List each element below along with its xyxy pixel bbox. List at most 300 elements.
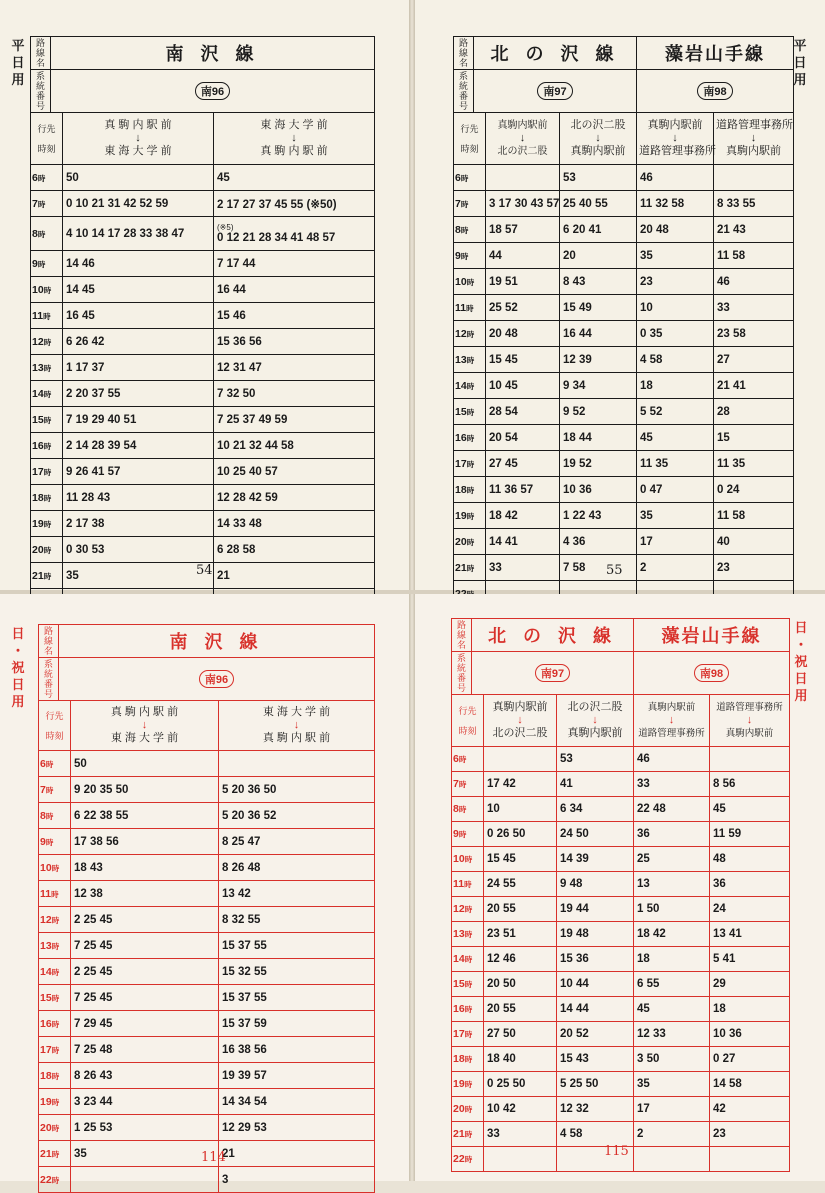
table-row [452,1022,790,1047]
page-weekday-left [0,0,409,590]
line-name-label: 路線名 [452,619,472,652]
departure-times-cell: 5 25 50 [557,1072,634,1097]
departure-times-cell: 50 [71,751,219,777]
departure-times-cell: 7 17 44 [214,251,375,277]
departure-times-cell: (※5) 0 12 21 28 34 41 48 57 [214,217,375,251]
departure-times-cell [484,747,557,772]
departure-times-cell: 9 34 [560,373,637,399]
departure-times-cell: 11 32 58 [637,191,714,217]
hour-cell: 15時 [31,407,63,433]
weekday-side-label: 平 日 用 [793,39,807,88]
departure-times-cell [714,165,794,191]
page-holiday-right [415,594,825,1181]
departure-times-cell: 4 58 [637,347,714,373]
departure-times-cell: 6 28 58 [214,537,375,563]
departure-times-cell: 11 35 [637,451,714,477]
departure-times-cell: 20 54 [486,425,560,451]
dest-time-label: 行先 時刻 [452,695,484,747]
departure-times-cell: 21 [214,563,375,589]
departure-times-cell: 10 42 [484,1097,557,1122]
departure-times-cell: 7 25 48 [71,1037,219,1063]
hour-cell: 9時 [31,251,63,277]
departure-times-cell: 1 25 53 [71,1115,219,1141]
route-badge-2: 南98 [637,70,794,113]
departure-times-cell: 2 14 28 39 54 [63,433,214,459]
hour-cell: 15時 [39,985,71,1011]
departure-times-cell: 15 46 [214,303,375,329]
dest-time-label: 行先 時刻 [39,701,71,751]
table-row [452,772,790,797]
route-badge: 南96 [51,70,375,113]
departure-times-cell [219,751,375,777]
route-badge-1: 南97 [474,70,637,113]
departure-times-cell: 13 42 [219,881,375,907]
departure-times-cell: 17 42 [484,772,557,797]
departure-times-cell: 0 47 [637,477,714,503]
table-row [454,165,794,191]
dest-time-label: 行先 時刻 [31,113,63,165]
timetable-kitanosawa-moiwayamate-holiday [451,618,790,1172]
hour-cell: 22時 [39,1167,71,1193]
system-number-label: 系統 番号 [454,70,474,113]
hour-cell: 14時 [452,947,484,972]
hour-cell: 6時 [454,165,486,191]
hour-cell: 16時 [454,425,486,451]
departure-times-cell: 46 [634,747,710,772]
departure-times-cell [710,1147,790,1172]
departure-times-cell: 16 45 [63,303,214,329]
departure-times-cell: 3 17 30 43 57 [486,191,560,217]
departure-times-cell: 27 50 [484,1022,557,1047]
page-holiday-left [0,594,409,1186]
departure-times-cell: 0 25 50 [484,1072,557,1097]
table-row [452,922,790,947]
hour-cell: 15時 [452,972,484,997]
departure-times-cell: 24 55 [484,872,557,897]
departure-times-cell: 13 [634,872,710,897]
direction-1-header: 真 駒 内 駅 前 ↓ 東 海 大 学 前 [71,701,219,751]
departure-times-cell: 2 [637,555,714,581]
departure-times-cell: 33 [634,772,710,797]
departure-times-cell: 12 39 [560,347,637,373]
departure-times-cell: 33 [484,1122,557,1147]
departure-times-cell: 3 [219,1167,375,1193]
hour-cell: 7時 [452,772,484,797]
departure-times-cell: 23 [637,269,714,295]
table-row [39,751,375,777]
departure-times-cell: 19 52 [560,451,637,477]
departure-times-cell: 17 [637,529,714,555]
departure-times-cell: 12 31 47 [214,355,375,381]
departure-times-cell: 11 28 43 [63,485,214,511]
table-row [39,1037,375,1063]
departure-times-cell: 14 39 [557,847,634,872]
departure-times-cell: 18 [710,997,790,1022]
departure-times-cell: 35 [634,1072,710,1097]
departure-times-cell: 7 29 45 [71,1011,219,1037]
departure-times-cell: 18 42 [634,922,710,947]
departure-times-cell: 7 25 37 49 59 [214,407,375,433]
direction-4-header: 道路管理事務所 ↓ 真駒内駅前 [710,695,790,747]
departure-times-cell: 7 25 45 [71,985,219,1011]
departure-times-cell: 7 25 45 [71,933,219,959]
direction-2-header: 東 海 大 学 前 ↓ 真 駒 内 駅 前 [219,701,375,751]
hour-cell: 22時 [452,1147,484,1172]
departure-times-cell: 5 52 [637,399,714,425]
departure-times-cell: 14 45 [63,277,214,303]
departure-times-cell [71,1167,219,1193]
table-row [39,1011,375,1037]
departure-times-cell: 0 26 50 [484,822,557,847]
departure-times-cell: 24 50 [557,822,634,847]
departure-times-cell: 0 30 53 [63,537,214,563]
table-row [452,872,790,897]
table-row [454,321,794,347]
hour-cell: 9時 [39,829,71,855]
table-row [39,1089,375,1115]
departure-times-cell: 18 57 [486,217,560,243]
departure-times-cell: 5 20 36 52 [219,803,375,829]
departure-times-cell: 10 25 40 57 [214,459,375,485]
departure-times-cell: 17 [634,1097,710,1122]
table-row [452,947,790,972]
departure-times-cell: 18 42 [486,503,560,529]
departure-times-cell: 8 33 55 [714,191,794,217]
departure-times-cell: 7 19 29 40 51 [63,407,214,433]
departure-times-cell: 24 [710,897,790,922]
departure-times-cell: 46 [637,165,714,191]
hour-cell: 9時 [454,243,486,269]
departure-times-cell: 12 28 42 59 [214,485,375,511]
table-row [452,747,790,772]
departure-times-cell: 9 20 35 50 [71,777,219,803]
table-row [454,529,794,555]
table-row [454,477,794,503]
departure-times-cell: 14 46 [63,251,214,277]
departure-times-cell: 11 36 57 [486,477,560,503]
hour-cell: 17時 [39,1037,71,1063]
departure-times-cell: 11 58 [714,243,794,269]
hour-cell: 14時 [31,381,63,407]
hour-cell: 13時 [31,355,63,381]
hour-cell: 21時 [31,563,63,589]
page-number: 54 [196,563,213,578]
departure-times-cell: 21 41 [714,373,794,399]
hour-cell: 16時 [31,433,63,459]
hour-cell: 18時 [39,1063,71,1089]
direction-1-header: 真駒内駅前 ↓ 北の沢二股 [486,113,560,165]
hour-cell: 16時 [452,997,484,1022]
departure-times-cell: 23 58 [714,321,794,347]
hour-cell: 9時 [452,822,484,847]
table-row [454,243,794,269]
hour-cell: 17時 [454,451,486,477]
hour-cell: 13時 [39,933,71,959]
hour-cell: 19時 [31,511,63,537]
hour-cell: 11時 [31,303,63,329]
hour-cell: 20時 [31,537,63,563]
table-row [31,381,375,407]
departure-times-cell: 0 35 [637,321,714,347]
departure-times-cell: 19 39 57 [219,1063,375,1089]
hour-cell: 17時 [31,459,63,485]
hour-cell: 19時 [454,503,486,529]
hour-cell: 8時 [452,797,484,822]
departure-times-cell: 2 17 27 37 45 55 (※50) [214,191,375,217]
departure-times-cell: 25 52 [486,295,560,321]
table-row [452,997,790,1022]
departure-times-cell: 4 36 [560,529,637,555]
direction-1-header: 真 駒 内 駅 前 ↓ 東 海 大 学 前 [63,113,214,165]
table-row [31,329,375,355]
hour-cell: 17時 [452,1022,484,1047]
line-name-2: 藻岩山手線 [637,37,794,70]
table-row [39,959,375,985]
table-row [452,797,790,822]
departure-times-cell: 4 10 14 17 28 33 38 47 [63,217,214,251]
departure-times-cell: 10 36 [560,477,637,503]
departure-times-cell: 4 58 [557,1122,634,1147]
departure-times-cell: 20 50 [484,972,557,997]
line-name-label: 路線名 [39,625,59,658]
hour-cell: 20時 [454,529,486,555]
table-row [31,459,375,485]
hour-cell: 18時 [452,1047,484,1072]
departure-times-cell: 3 50 [634,1047,710,1072]
departure-times-cell: 11 58 [714,503,794,529]
table-row [39,1115,375,1141]
departure-times-cell: 14 34 54 [219,1089,375,1115]
table-row [454,269,794,295]
hour-cell: 13時 [452,922,484,947]
departure-times-cell: 6 55 [634,972,710,997]
departure-times-cell: 12 32 [557,1097,634,1122]
departure-times-cell: 33 [714,295,794,321]
line-name: 南 沢 線 [59,625,375,658]
direction-2-header: 北の沢二股 ↓ 真駒内駅前 [560,113,637,165]
table-row [39,777,375,803]
table-row [454,217,794,243]
departure-times-cell: 19 48 [557,922,634,947]
departure-times-cell: 16 44 [214,277,375,303]
departure-times-cell: 25 [634,847,710,872]
departure-times-cell: 35 [637,243,714,269]
route-badge-1: 南97 [472,652,634,695]
hour-cell: 8時 [39,803,71,829]
hour-cell: 11時 [454,295,486,321]
departure-times-cell: 15 36 56 [214,329,375,355]
departure-times-cell: 1 50 [634,897,710,922]
departure-times-cell: 0 24 [714,477,794,503]
departure-times-cell: 14 58 [710,1072,790,1097]
departure-times-cell [710,747,790,772]
table-row [39,933,375,959]
departure-times-cell: 18 44 [560,425,637,451]
departure-times-cell: 5 20 36 50 [219,777,375,803]
hour-cell: 19時 [452,1072,484,1097]
table-row [31,165,375,191]
departure-times-cell: 42 [710,1097,790,1122]
departure-times-cell: 27 45 [486,451,560,477]
departure-times-cell: 41 [557,772,634,797]
departure-times-cell: 6 26 42 [63,329,214,355]
timetable-minamisawa-holiday [38,624,375,1193]
departure-times-cell: 44 [486,243,560,269]
direction-2-header: 北の沢二股 ↓ 真駒内駅前 [557,695,634,747]
direction-4-header: 道路管理事務所 ↓ 真駒内駅前 [714,113,794,165]
table-row [31,355,375,381]
route-badge-2: 南98 [634,652,790,695]
hour-cell: 20時 [39,1115,71,1141]
departure-times-cell: 1 17 37 [63,355,214,381]
departure-times-cell: 53 [557,747,634,772]
hour-cell: 12時 [454,321,486,347]
departure-times-cell: 6 22 38 55 [71,803,219,829]
departure-times-cell: 14 44 [557,997,634,1022]
table-row [454,373,794,399]
hour-cell: 10時 [454,269,486,295]
table-row [39,907,375,933]
departure-times-cell: 22 48 [634,797,710,822]
departure-times-cell: 35 [637,503,714,529]
hour-cell: 10時 [39,855,71,881]
departure-times-cell: 18 40 [484,1047,557,1072]
departure-times-cell: 20 55 [484,897,557,922]
table-row [454,451,794,477]
table-row [31,277,375,303]
hour-cell: 18時 [31,485,63,511]
hour-cell: 10時 [452,847,484,872]
departure-times-cell: 2 [634,1122,710,1147]
table-row [454,425,794,451]
table-row [31,191,375,217]
system-number-label: 系統 番号 [452,652,472,695]
hour-cell: 6時 [39,751,71,777]
table-row [31,485,375,511]
departure-times-cell: 15 45 [484,847,557,872]
departure-times-cell: 20 55 [484,997,557,1022]
hour-cell: 16時 [39,1011,71,1037]
departure-times-cell: 6 20 41 [560,217,637,243]
departure-times-cell: 15 [714,425,794,451]
page-number: 114 [201,1150,226,1165]
direction-1-header: 真駒内駅前 ↓ 北の沢二股 [484,695,557,747]
departure-times-cell: 23 [710,1122,790,1147]
hour-cell: 11時 [39,881,71,907]
departure-times-cell: 7 58 [560,555,637,581]
departure-times-cell: 14 33 48 [214,511,375,537]
hour-cell: 12時 [31,329,63,355]
table-row [39,985,375,1011]
hour-cell: 14時 [39,959,71,985]
departure-times-cell: 33 [486,555,560,581]
departure-times-cell: 8 25 47 [219,829,375,855]
holiday-side-label: 日 ・ 祝 日 用 [11,627,25,710]
departure-times-cell: 10 [484,797,557,822]
departure-times-cell: 8 26 48 [219,855,375,881]
departure-times-cell: 45 [214,165,375,191]
departure-times-cell: 2 25 45 [71,907,219,933]
departure-times-cell: 18 43 [71,855,219,881]
line-name-label: 路線名 [454,37,474,70]
departure-times-cell: 20 [560,243,637,269]
departure-times-cell: 2 17 38 [63,511,214,537]
table-row [31,217,375,251]
departure-times-cell: 20 48 [637,217,714,243]
departure-times-cell: 40 [714,529,794,555]
departure-times-cell: 15 36 [557,947,634,972]
table-row [39,803,375,829]
departure-times-cell: 6 34 [557,797,634,822]
hour-cell: 7時 [39,777,71,803]
table-row [452,1122,790,1147]
departure-times-cell: 16 38 56 [219,1037,375,1063]
departure-times-cell: 1 22 43 [560,503,637,529]
hour-cell: 21時 [39,1141,71,1167]
departure-times-cell: 10 44 [557,972,634,997]
table-row [452,1072,790,1097]
departure-times-cell: 20 52 [557,1022,634,1047]
table-row [39,829,375,855]
departure-times-cell: 11 35 [714,451,794,477]
departure-times-cell: 5 41 [710,947,790,972]
departure-times-cell: 13 41 [710,922,790,947]
departure-times-cell: 9 48 [557,872,634,897]
table-row [39,1167,375,1193]
departure-times-cell: 0 27 [710,1047,790,1072]
route-badge: 南96 [59,658,375,701]
departure-times-cell: 23 [714,555,794,581]
departure-times-cell: 36 [634,822,710,847]
departure-times-cell: 27 [714,347,794,373]
page-weekday-right [415,0,825,590]
departure-times-cell: 10 [637,295,714,321]
departure-times-cell: 21 [219,1141,375,1167]
departure-times-cell: 15 37 55 [219,985,375,1011]
timetable-minamisawa-weekday [30,36,375,615]
hour-cell: 6時 [31,165,63,191]
hour-cell: 7時 [31,191,63,217]
departure-times-cell: 15 37 55 [219,933,375,959]
table-row [39,855,375,881]
system-number-label: 系統 番号 [39,658,59,701]
departure-times-cell: 46 [714,269,794,295]
departure-times-cell: 17 38 56 [71,829,219,855]
line-name-label: 路線名 [31,37,51,70]
departure-times-cell: 15 43 [557,1047,634,1072]
table-row [454,555,794,581]
departure-times-cell: 18 [637,373,714,399]
hour-cell: 7時 [454,191,486,217]
table-row [454,347,794,373]
departure-times-cell: 28 54 [486,399,560,425]
weekday-side-label: 平 日 用 [11,39,25,88]
departure-times-cell: 36 [710,872,790,897]
departure-times-cell: 12 46 [484,947,557,972]
departure-times-cell: 19 51 [486,269,560,295]
departure-times-cell: 10 36 [710,1022,790,1047]
timetable-kitanosawa-moiwayamate-weekday [453,36,794,607]
departure-times-cell: 8 32 55 [219,907,375,933]
departure-times-cell [634,1147,710,1172]
hour-cell: 6時 [452,747,484,772]
table-row [452,1097,790,1122]
table-row [31,251,375,277]
departure-times-cell: 21 43 [714,217,794,243]
departure-times-cell: 8 26 43 [71,1063,219,1089]
departure-times-cell: 35 [71,1141,219,1167]
departure-times-cell: 16 44 [560,321,637,347]
